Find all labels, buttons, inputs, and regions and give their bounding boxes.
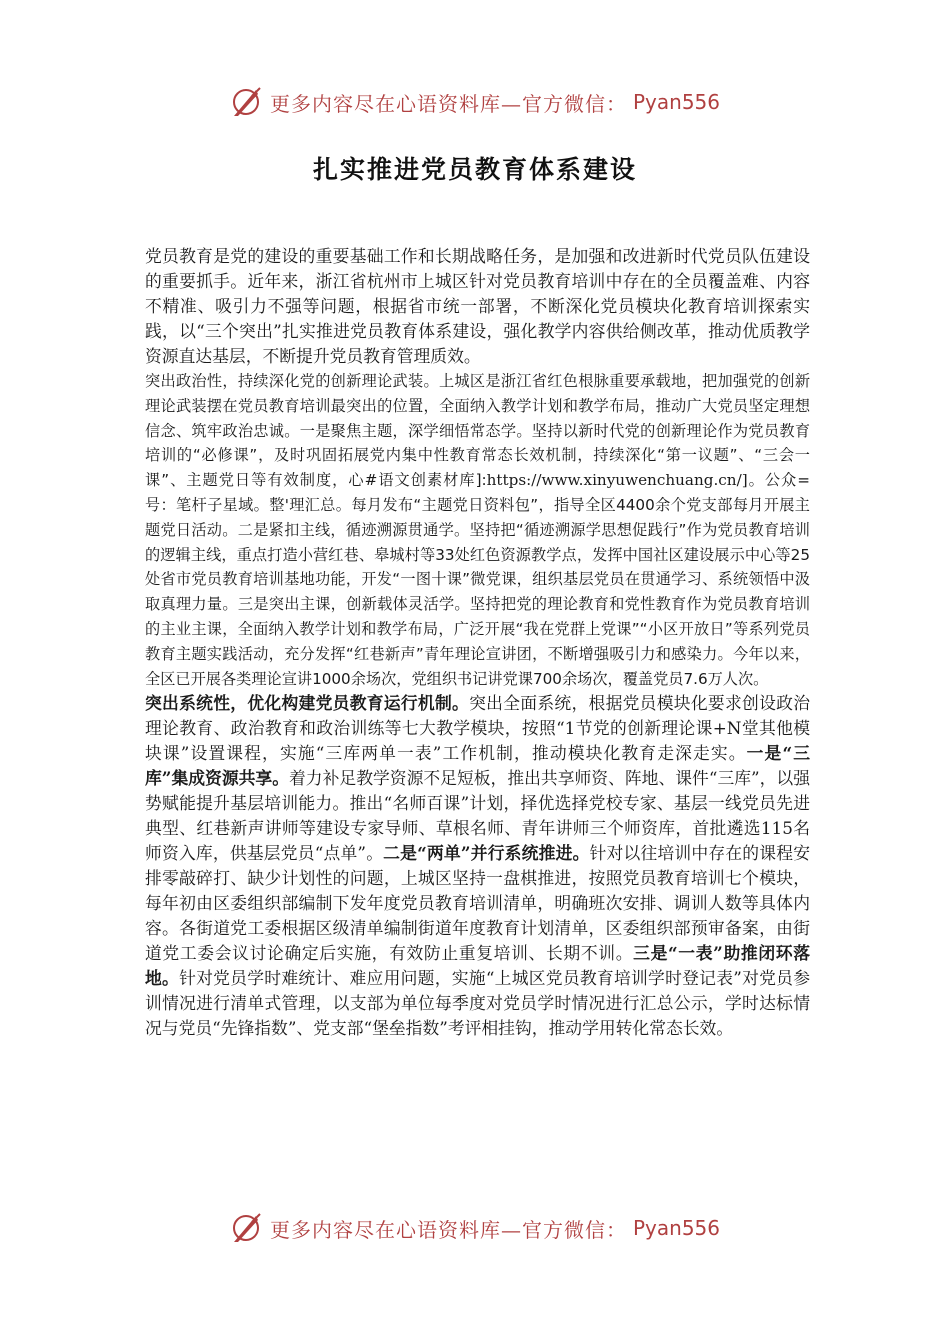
paragraph-political xyxy=(145,369,810,691)
quill-logo-icon xyxy=(228,84,264,120)
watermark-text: 更多内容尽在心语资料库—官方微信： xyxy=(270,1217,627,1242)
point-heading-one-table: 三是“一表”助推闭环落地。 xyxy=(145,943,810,989)
point-three-libraries: 着力补足教学资源不足短板，推出共享师资、阵地、课件“三库”，以强势赋能提升基层培训能力。推出“名师百课”计划，择优选择党校专家、基层一线党员先进典型、红巷新声讲师等建设专家导师、草根名师、青年讲师三个师资库，首批遴选115名师资入库，供基层党员“点单”。 xyxy=(145,768,810,864)
paragraph-intro: 党员教育是党的建设的重要基础工作和长期战略任务，是加强和改进新时代党员队伍建设的重要抓手。近年来，浙江省杭州市上城区针对党员教育培训中存在的全员覆盖难、内容不精准、吸引力不强等问题，根据省市统一部署，不断深化党员模块化教育培训探索实践，以“三个突出”扎实推进党员教育体系建设，强化教学内容供给侧改革，推动优质教学资源直达基层，不断提升党员教育管理质效。 xyxy=(145,246,810,366)
systematic-intro: 突出全面系统，根据党员模块化要求创设政治理论教育、政治教育和政治训练等七大教学模块，按照“1节党的创新理论课+N堂其他模块课”设置课程，实施“三库两单一表”工作机制，推动模块化教育走深走实。 xyxy=(145,693,810,764)
document-body xyxy=(145,244,810,1041)
paragraph-political-text: 突出政治性，持续深化党的创新理论武装。上城区是浙江省红色根脉重要承载地，把加强党的创新理论武装摆在党员教育培训最突出的位置，全面纳入教学计划和教学布局，推动广大党员坚定理想信念、筑牢政治忠诚。一是聚焦主题，深学细悟常态学。坚持以新时代党的创新理论作为党员教育培训的“必修课”，及时巩固拓展党内集中性教育常态长效机制，持续深化“第一议题”、“三会一课”、主题党日等有效制度，心#语文创素材库]: xyxy=(145,372,810,490)
quill-logo-icon xyxy=(228,1210,264,1246)
document-title: 扎实推进党员教育体系建设 xyxy=(312,155,637,184)
source-url: https://www.xinyuwenchuang.cn/] xyxy=(486,471,748,490)
watermark-text: 更多内容尽在心语资料库—官方微信： xyxy=(270,91,627,116)
point-two-lists: 针对以往培训中存在的课程安排零敲碎打、缺少计划性的问题，上城区坚持一盘棋推进，按照党员教育培训七个模块，每年初由区委组织部编制下发年度党员教育培训清单，明确班次安排、调训人数等具体内容。各街道党工委根据区级清单编制街道年度教育计划清单，区委组织部预审备案，由街道党工委会议讨论确定后实施，有效防止重复培训、长期不训。 xyxy=(145,843,810,964)
section-heading-systematic: 突出系统性，优化构建党员教育运行机制。 xyxy=(145,693,470,714)
point-heading-two-lists: 二是“两单”并行系统推进。 xyxy=(383,843,590,864)
watermark-banner-top xyxy=(228,82,720,122)
watermark-handle: Pyan556 xyxy=(633,90,721,114)
paragraph-systematic xyxy=(145,691,810,1041)
paragraph-political-rest: 。公众=号：笔杆子星域。整'理汇总。每月发布“主题党日资料包”，指导全区4400余个党支部每月开展主题党日活动。二是紧扣主线，循迹溯源贯通学。坚持把“循迹溯源学思想促践行”作为党员教育培训的逻辑主线，重点打造小营红巷、皋城村等33处红色资源教学点，发挥中国社区建设展示中心等25处省市党员教育培训基地功能，开发“一图十课”微党课，组织基层党员在贯通学习、系统领悟中汲取真理力量。三是突出主课，创新载体灵活学。坚持把党的理论教育和党性教育作为党员教育培训的主业主课，全面纳入教学计划和教学布局，广泛开展“我在党群上党课”“小区开放日”等系列党员教育主题实践活动，充分发挥“红巷新声”青年理论宣讲团，不断增强吸引力和感染力。今年以来，全区已开展各类理论宣讲1000余场次，党组织书记讲党课700余场次，覆盖党员7.6万人次。 xyxy=(145,471,810,688)
watermark-banner-bottom xyxy=(228,1208,720,1248)
point-heading-three-libraries: 一是“三库”集成资源共享。 xyxy=(145,743,810,789)
watermark-handle: Pyan556 xyxy=(633,1216,721,1240)
point-one-table: 针对党员学时难统计、难应用问题，实施“上城区党员教育培训学时登记表”对党员参训情况进行清单式管理，以支部为单位每季度对党员学时情况进行汇总公示，学时达标情况与党员“先锋指数”、党支部“堡垒指数”考评相挂钩，推动学用转化常态长效。 xyxy=(145,968,810,1039)
